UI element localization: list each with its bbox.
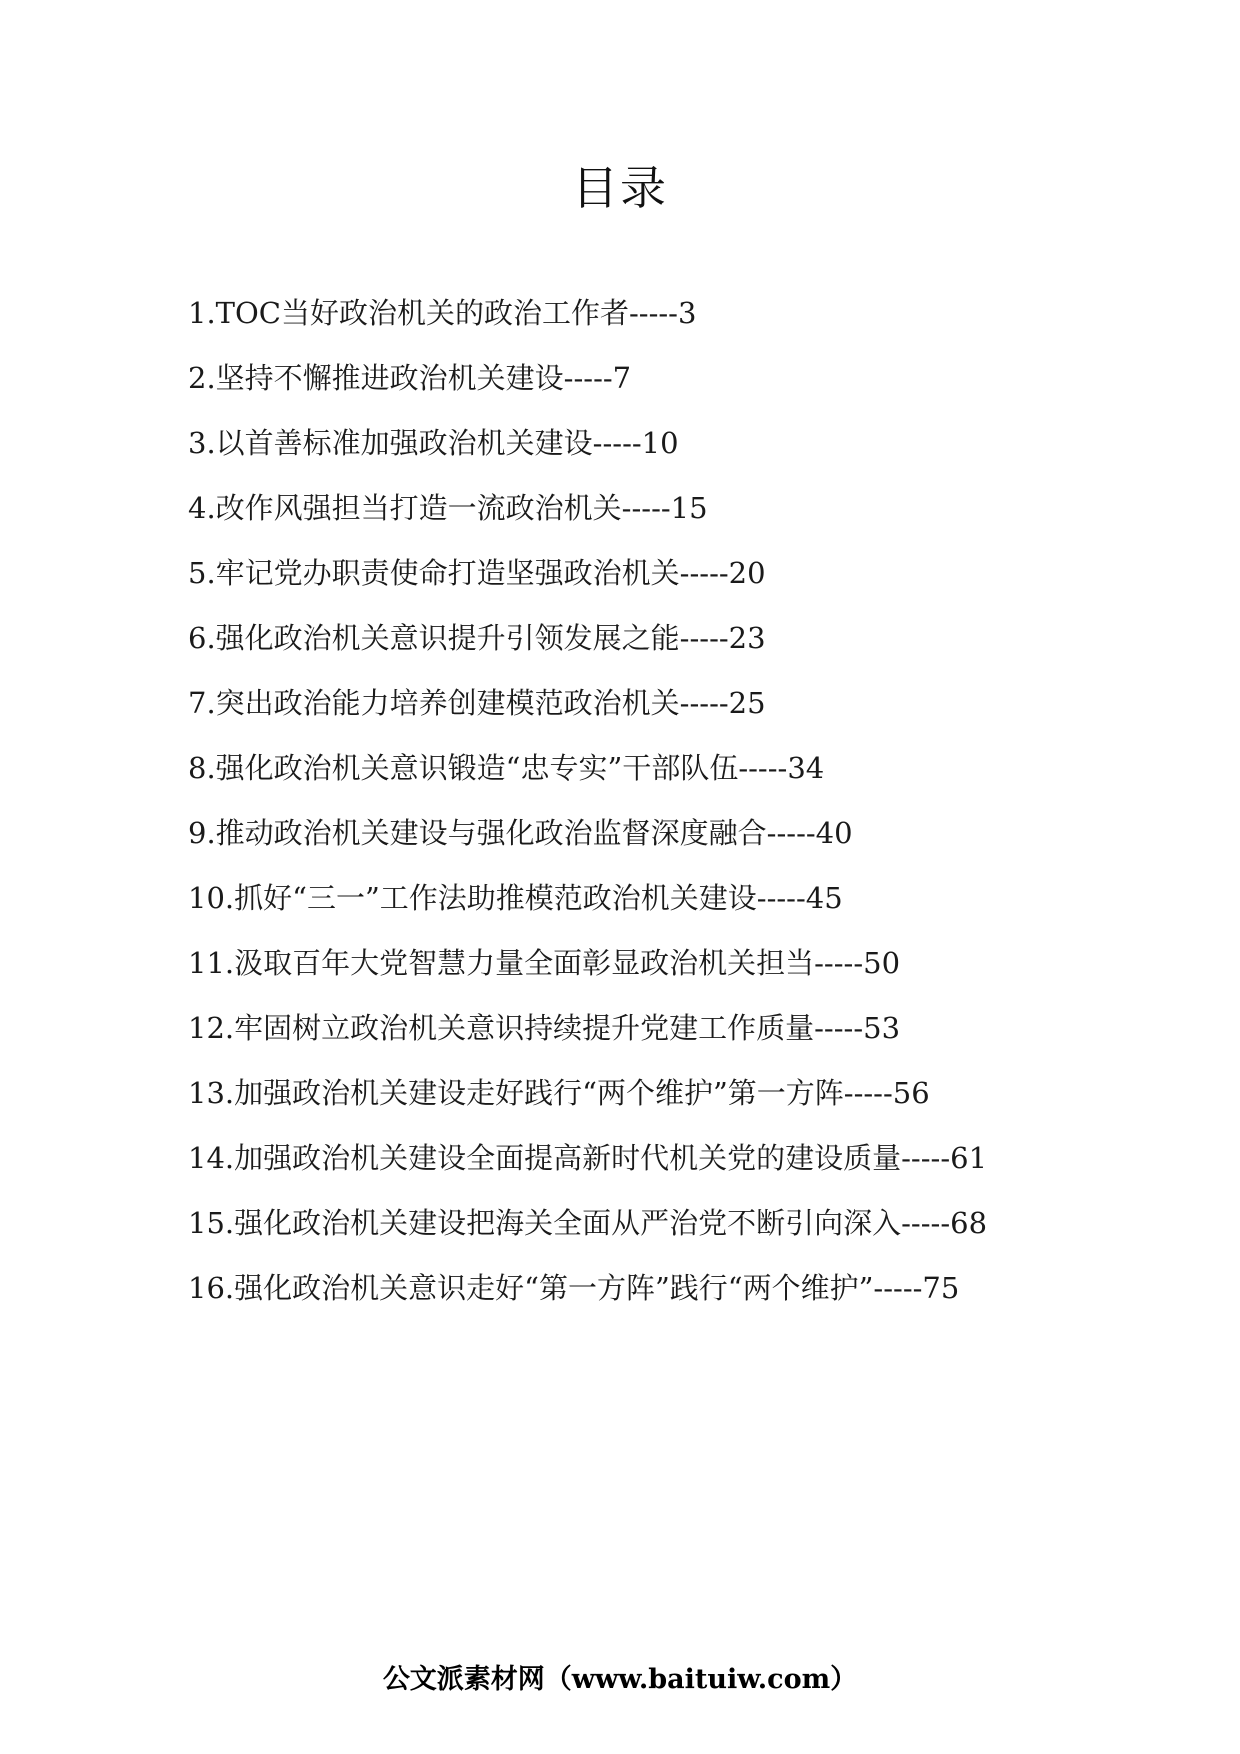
toc-entry-3[interactable]: 3.以首善标准加强政治机关建设-----10: [188, 426, 679, 460]
toc-entry-6[interactable]: 6.强化政治机关意识提升引领发展之能-----23: [188, 621, 766, 655]
toc-entry-15[interactable]: 15.强化政治机关建设把海关全面从严治党不断引向深入-----68: [188, 1206, 988, 1240]
toc-entry-9[interactable]: 9.推动政治机关建设与强化政治监督深度融合-----40: [188, 816, 853, 850]
toc-entry-8[interactable]: 8.强化政治机关意识锻造“忠专实”干部队伍-----34: [188, 751, 825, 785]
toc-entry-2[interactable]: 2.坚持不懈推进政治机关建设-----7: [188, 361, 632, 395]
toc-entry-14[interactable]: 14.加强政治机关建设全面提高新时代机关党的建设质量-----61: [188, 1141, 988, 1175]
toc-entry-5[interactable]: 5.牢记党办职责使命打造坚强政治机关-----20: [188, 556, 766, 590]
page-title: 目录: [572, 161, 668, 215]
footer-source: 公文派素材网（www.baituiw.com）: [382, 1664, 858, 1695]
toc-entry-13[interactable]: 13.加强政治机关建设走好践行“两个维护”第一方阵-----56: [188, 1076, 930, 1110]
toc-entry-4[interactable]: 4.改作风强担当打造一流政治机关-----15: [188, 491, 708, 525]
toc-entry-10[interactable]: 10.抓好“三一”工作法助推模范政治机关建设-----45: [188, 881, 843, 915]
toc-entry-11[interactable]: 11.汲取百年大党智慧力量全面彰显政治机关担当-----50: [188, 946, 901, 980]
toc-entry-12[interactable]: 12.牢固树立政治机关意识持续提升党建工作质量-----53: [188, 1011, 901, 1045]
table-of-contents: [188, 281, 1050, 1321]
toc-entry-16[interactable]: 16.强化政治机关意识走好“第一方阵”践行“两个维护”-----75: [188, 1271, 960, 1305]
toc-entry-1[interactable]: 1.TOC当好政治机关的政治工作者-----3: [188, 296, 697, 330]
toc-entry-7[interactable]: 7.突出政治能力培养创建模范政治机关-----25: [188, 686, 766, 720]
